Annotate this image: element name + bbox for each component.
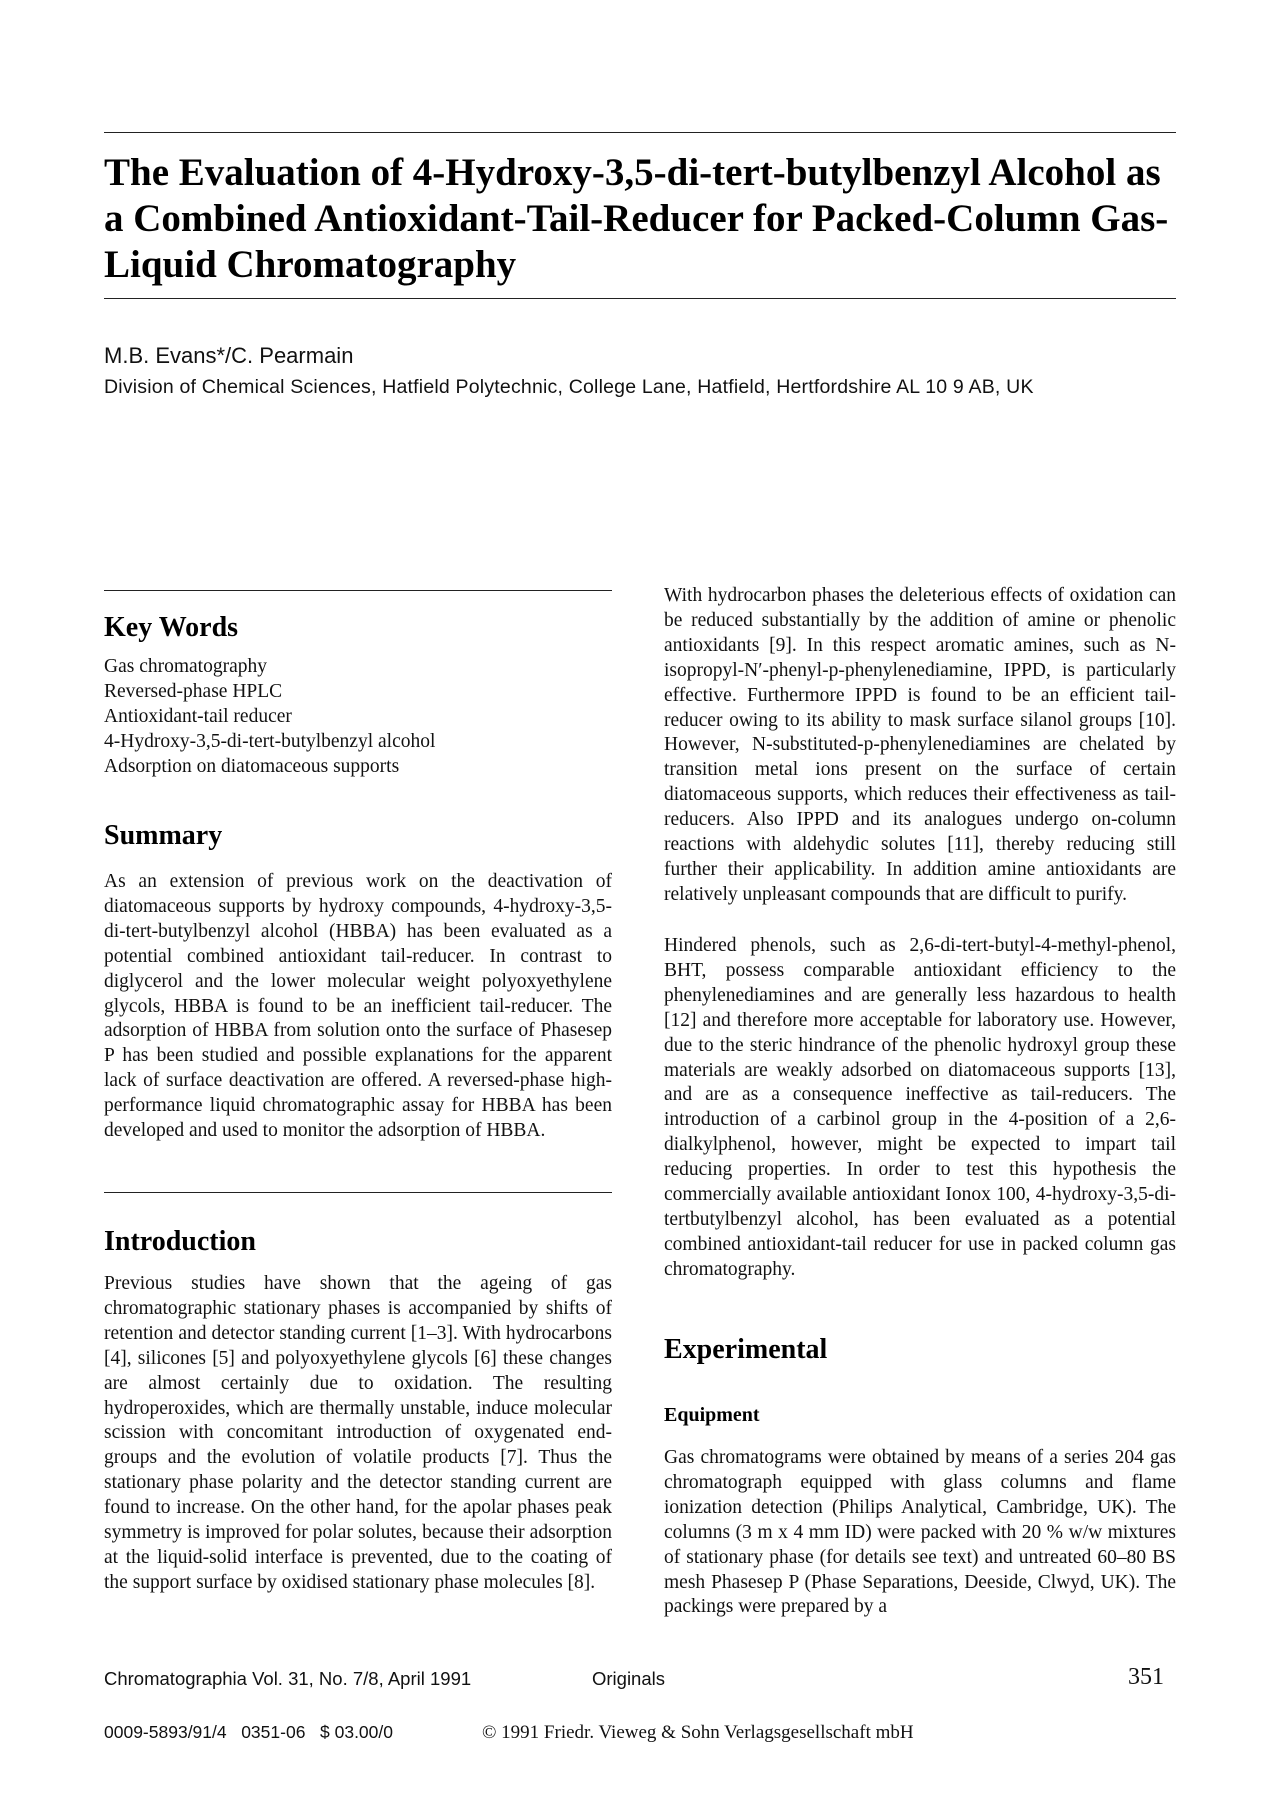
- affiliation: Division of Chemical Sciences, Hatfield Polytechnic, College Lane, Hatfield, Hertfordshire AL 10 9 AB, UK: [104, 376, 1034, 398]
- right-column-paragraph-2: Hindered phenols, such as 2,6-di-tert-butyl-4-methyl-phenol, BHT, possess comparable antioxidant efficiency to the phenylenediamines and are generally less hazardous to health [12] and therefore more acceptable for laboratory use. However, due to the steric hindrance of the phenolic hydroxyl group these materials are weakly adsorbed on diatomaceous supports [13], and are as a consequence ineffective as tail-reducers. The introduction of a carbinol group in the 4-position of a 2,6-dialkylphenol, however, might be expected to impart tail reducing properties. In order to test this hypothesis the commercially available antioxidant Ionox 100, 4-hydroxy-3,5-di-tertbutylbenzyl alcohol, has been evaluated as a potential combined antioxidant-tail reducer for use in packed column gas chromatography.: [664, 935, 1176, 1280]
- title-top-rule: [104, 132, 1176, 133]
- equipment-text: Gas chromatograms were obtained by means of a series 204 gas chromatograph equipped with glass columns and flame ionization detection (Philips Analytical, Cambridge, UK). The columns (3 m x 4 mm ID) were packed with 20 % w/w mixtures of stationary phase (for details see text) and untreated 60–80 BS mesh Phasesep P (Phase Separations, Deeside, Clwyd, UK). The packings were prepared by a: [664, 1447, 1176, 1618]
- right-column-paragraph-1: With hydrocarbon phases the deleterious effects of oxidation can be reduced substantially by the addition of amine or phenolic antioxidants [9]. In this respect aromatic amines, such as N-isopropyl-N′-phenyl-p-phenylenediamine, IPPD, is particularly effective. Furthermore IPPD is found to be an efficient tail-reducer owing to its ability to mask surface silanol groups [10]. However, N-substituted-p-phenylenediamines are chelated by transition metal ions present on the surface of certain diatomaceous supports, which reduces their effectiveness as tail-reducers. Also IPPD and its analogues undergo on-column reactions with aldehydic solutes [11], thereby reducing still further their applicability. In addition amine antioxidants are relatively unpleasant compounds that are difficult to purify.: [664, 585, 1176, 905]
- equipment-subheading: Equipment: [664, 1404, 760, 1426]
- key-words-rule: [104, 590, 612, 591]
- introduction-heading: Introduction: [104, 1226, 256, 1257]
- key-word-item: Gas chromatography: [104, 656, 267, 677]
- page-number: 351: [1128, 1664, 1164, 1690]
- section-label: Originals: [592, 1668, 665, 1689]
- authors: M.B. Evans*/C. Pearmain: [104, 343, 354, 368]
- introduction-rule: [104, 1192, 612, 1193]
- key-words-heading: Key Words: [104, 612, 239, 643]
- summary-text: As an extension of previous work on the deactivation of diatomaceous supports by hydroxy compounds, 4-hydroxy-3,5-di-tert-butylbenzyl alcohol (HBBA) has been evaluated as a potential combined antioxidant tail-reducer. In contrast to diglycerol and the lower molecular weight polyoxyethylene glycols, HBBA is found to be an inefficient tail-reducer. The adsorption of HBBA from solution onto the surface of Phasesep P has been studied and possible explanations for the apparent lack of surface deactivation are offered. A reversed-phase high-performance liquid chromatographic assay for HBBA has been developed and used to monitor the adsorption of HBBA.: [104, 871, 612, 1142]
- key-word-item: 4-Hydroxy-3,5-di-tert-butylbenzyl alcohol: [104, 731, 436, 752]
- copyright-line: © 1991 Friedr. Vieweg & Sohn Verlagsgesellschaft mbH: [482, 1722, 914, 1743]
- experimental-heading: Experimental: [664, 1334, 828, 1365]
- issn-code: 0009-5893/91/4 0351-06 $ 03.00/0: [104, 1722, 393, 1742]
- key-word-item: Antioxidant-tail reducer: [104, 706, 292, 727]
- key-word-item: Adsorption on diatomaceous supports: [104, 756, 400, 777]
- paper-title: The Evaluation of 4-Hydroxy-3,5-di-tert-butylbenzyl Alcohol as a Combined Antioxidant-Tail-Reducer for Packed-Column Gas-Liquid Chromatography: [104, 151, 1169, 286]
- journal-citation: Chromatographia Vol. 31, No. 7/8, April 1991: [104, 1668, 472, 1689]
- title-bottom-rule: [104, 298, 1176, 299]
- key-word-item: Reversed-phase HPLC: [104, 681, 283, 702]
- key-words-list: [104, 654, 624, 779]
- introduction-text: Previous studies have shown that the ageing of gas chromatographic stationary phases is accompanied by shifts of retention and detector standing current [1–3]. With hydrocarbons [4], silicones [5] and polyoxyethylene glycols [6] these changes are almost certainly due to oxidation. The resulting hydroperoxides, which are thermally unstable, induce molecular scission with concomitant introduction of oxygenated end-groups and the evolution of volatile products [7]. Thus the stationary phase polarity and the detector standing current are found to increase. On the other hand, for the apolar phases peak symmetry is improved for polar solutes, because their adsorption at the liquid-solid interface is prevented, due to the coating of the support surface by oxidised stationary phase molecules [8].: [104, 1273, 612, 1593]
- summary-heading: Summary: [104, 820, 223, 851]
